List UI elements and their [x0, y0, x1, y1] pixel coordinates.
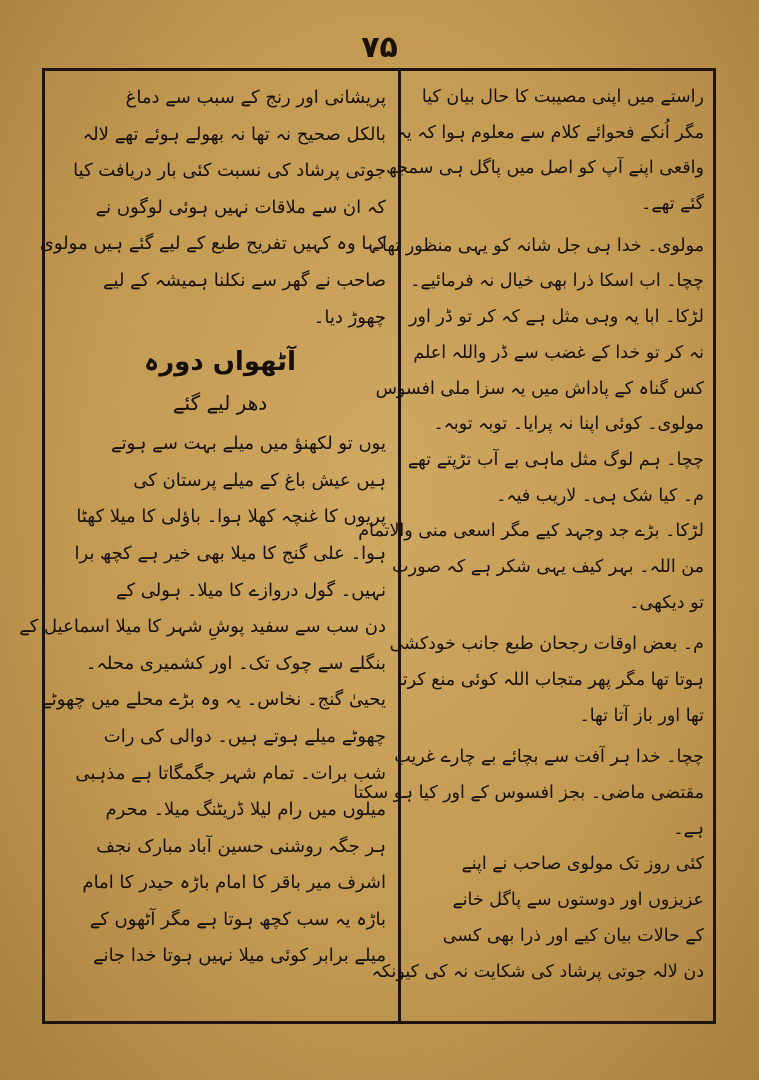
text-line: نہ کر تو خدا کے غضب سے ڈر واللہ اعلم	[413, 342, 704, 363]
text-line: لڑکا۔ ابا یہ وہی مثل ہے کہ کر تو ڈر اور	[409, 307, 704, 328]
text-line: کس گناہ کے پاداش میں یہ سزا ملی افسوس	[375, 378, 704, 399]
text-line: م۔ بعض اوقات رجحان طبع جانب خودکشی	[389, 634, 704, 655]
chapter-subheading: دھر لیے گئے	[172, 391, 268, 416]
text-line: نہیں۔ گول دروازے کا میلا۔ ہولی کے	[115, 579, 386, 601]
text-line: پریوں کا غنچہ کھلا ہوا۔ باؤلی کا میلا کھٹا	[76, 506, 386, 528]
text-line: ہر جگہ روشنی حسین آباد مبارک نجف	[96, 835, 386, 857]
text-line: مولوی۔ کوئی اپنا نہ پرایا۔ توبہ توبہ۔	[433, 414, 704, 435]
text-line: م۔ کیا شک ہی۔ لاریب فیہ۔	[496, 485, 704, 506]
text-line: تو دیکھی۔	[629, 592, 704, 613]
text-line: ہوا۔ علی گنج کا میلا بھی خیر ہے کچھ برا	[74, 542, 386, 564]
text-line: میلوں میں رام لیلا ڈریٹنگ میلا۔ محرم	[105, 799, 386, 821]
text-line: تھا اور باز آتا تھا۔	[579, 705, 704, 726]
text-line: بنگلے سے چوک تک۔ اور کشمیری محلہ۔	[85, 652, 386, 674]
text-line: چچا۔ ہم لوگ مثل ماہی بے آب تڑپتے تھے	[407, 449, 704, 470]
text-line: کہ ان سے ملاقات نہیں ہوئی لوگوں نے	[95, 196, 386, 218]
text-line: کے حالات بیان کیے اور ذرا بھی کسی	[442, 925, 704, 946]
text-line: گئے تھے۔	[641, 194, 704, 215]
text-line: کئی روز تک مولوی صاحب نے اپنے	[461, 854, 704, 875]
text-line: صاحب نے گھر سے نکلنا ہمیشہ کے لیے	[103, 269, 386, 291]
right-column	[353, 72, 714, 1020]
text-line: بالکل صحیح نہ تھا نہ بھولے ہوئے تھے لالہ	[82, 123, 386, 145]
text-line: دن لالہ جوتی پرشاد کی شکایت نہ کی کیونکہ	[371, 961, 704, 982]
text-line: ہوتا تھا مگر پھر متجاب اللہ کوئی منع کرتا	[397, 670, 704, 690]
text-line: اشرف میر باقر کا امام باڑہ حیدر کا امام	[82, 872, 386, 894]
text-line: واقعی اپنے آپ کو اصل میں پاگل ہی سمجھ	[386, 158, 704, 179]
text-line: چچا۔ اب اسکا ذرا بھی خیال نہ فرمائیے۔	[410, 271, 704, 292]
text-line: مقتضی ماضی۔ بجز افسوس کے اور کیا ہو سکتا	[353, 783, 704, 804]
chapter-heading: آٹھواں دورہ	[143, 347, 296, 378]
text-line: چھوٹے میلے ہوتے ہیں۔ دوالی کی رات	[103, 725, 386, 747]
text-line: ہیں عیش باغ کے میلے پرستان کی	[133, 469, 386, 491]
text-line: راستے میں اپنی مصیبت کا حال بیان کیا	[421, 87, 704, 107]
text-line: من اللہ۔ بہر کیف یہی شکر ہے کہ صورت	[392, 556, 704, 577]
text-line: کہا وہ کہیں تفریح طبع کے لیے گئے ہیں مولوی	[39, 233, 386, 255]
text-line: چچا۔ خدا ہر آفت سے بچائے بے چارے غریب	[394, 747, 704, 768]
text-line: دن سب سے سفید پوشِ شہر کا میلا اسماعیل کے	[19, 616, 386, 638]
text-line: ہے۔	[673, 818, 704, 839]
text-line: مولوی۔ خدا ہی جل شانہ کو یہی منظور تھا۔	[371, 235, 704, 256]
text-line: لڑکا۔ بڑے جد وجہد کیے مگر اسعی منی والاتمام	[358, 521, 704, 542]
text-line: چھوڑ دیا۔	[313, 306, 386, 328]
page-number: ۷۵	[361, 30, 398, 65]
text-line: جوتی پرشاد کی نسبت کئی بار دریافت کیا	[73, 160, 386, 182]
text-line: باڑہ یہ سب کچھ ہوتا ہے مگر آٹھوں کے	[89, 908, 386, 930]
text-line: یوں تو لکھنؤ میں میلے بہت سے ہوتے	[111, 433, 386, 455]
text-line: میلے برابر کوئی میلا نہیں ہوتا خدا جانے	[93, 945, 386, 967]
text-line: مگر اُنکے فحوائے کلام سے معلوم ہوا کہ یہ	[396, 122, 704, 143]
left-column	[19, 72, 396, 1020]
text-line: شب برات۔ تمام شہر جگمگاتا ہے مذہبی	[75, 762, 386, 784]
text-line: عزیزوں اور دوستوں سے پاگل خانے	[452, 890, 704, 911]
text-line: یحییٰ گنج۔ نخاس۔ یہ وہ بڑے محلے میں چھوٹے	[41, 689, 386, 711]
text-line: پریشانی اور رنج کے سبب سے دماغ	[125, 87, 386, 108]
